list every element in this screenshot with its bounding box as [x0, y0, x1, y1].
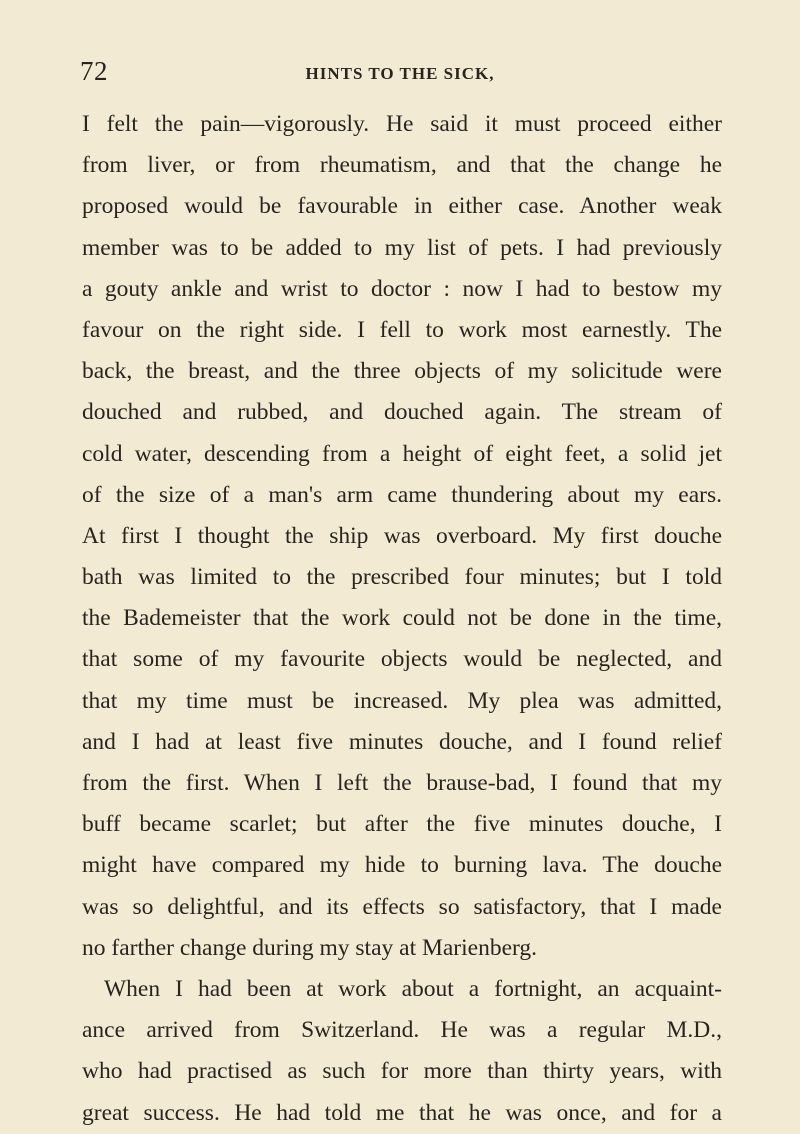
text-line: buff became scarlet; but after the five minutes douche, I	[82, 811, 722, 838]
text-line: the Bademeister that the work could not be done in the time,	[82, 605, 722, 632]
text-line: cold water, descending from a height of eight feet, a solid jet	[82, 440, 722, 467]
text-line: When I had been at work about a fortnight, an acquaint-	[104, 975, 722, 1002]
text-line: might have compared my hide to burning lava. The douche	[82, 852, 722, 879]
text-line: that my time must be increased. My plea was admitted,	[82, 687, 722, 714]
text-line: I felt the pain—vigorously. He said it must proceed either	[82, 111, 722, 137]
text-line: bath was limited to the prescribed four minutes; but I told	[82, 564, 722, 591]
running-head	[80, 56, 720, 96]
text-line: favour on the right side. I fell to work most earnestly. The	[82, 316, 722, 343]
text-line: At first I thought the ship was overboard. My first douche	[82, 522, 722, 549]
text-line: was so delightful, and its effects so satisfactory, that I made	[82, 893, 722, 920]
text-line: back, the breast, and the three objects of my solicitude were	[82, 358, 722, 385]
text-line: ance arrived from Switzerland. He was a regular M.D.,	[82, 1017, 722, 1044]
text-line: and I had at least five minutes douche, and I found relief	[82, 728, 722, 755]
text-line: a gouty ankle and wrist to doctor : now I had to bestow my	[82, 275, 722, 302]
text-line: from liver, or from rheumatism, and that the change he	[82, 152, 722, 179]
running-title: HINTS TO THE SICK,	[305, 64, 495, 83]
text-line: who had practised as such for more than thirty years, with	[82, 1058, 722, 1085]
page-number: 72	[80, 56, 108, 86]
text-line: douched and rubbed, and douched again. The stream of	[82, 399, 722, 426]
text-line: from the first. When I left the brause-bad, I found that my	[82, 770, 722, 796]
text-line: member was to be added to my list of pets. I had previously	[82, 234, 722, 261]
text-line: of the size of a man's arm came thundering about my ears.	[82, 481, 722, 508]
body-text	[82, 104, 722, 1134]
text-line: great success. He had told me that he was once, and for a	[82, 1099, 722, 1126]
text-line: that some of my favourite objects would be neglected, and	[82, 646, 722, 673]
text-line: proposed would be favourable in either case. Another weak	[82, 193, 722, 220]
text-line: no farther change during my stay at Marienberg.	[82, 934, 538, 961]
